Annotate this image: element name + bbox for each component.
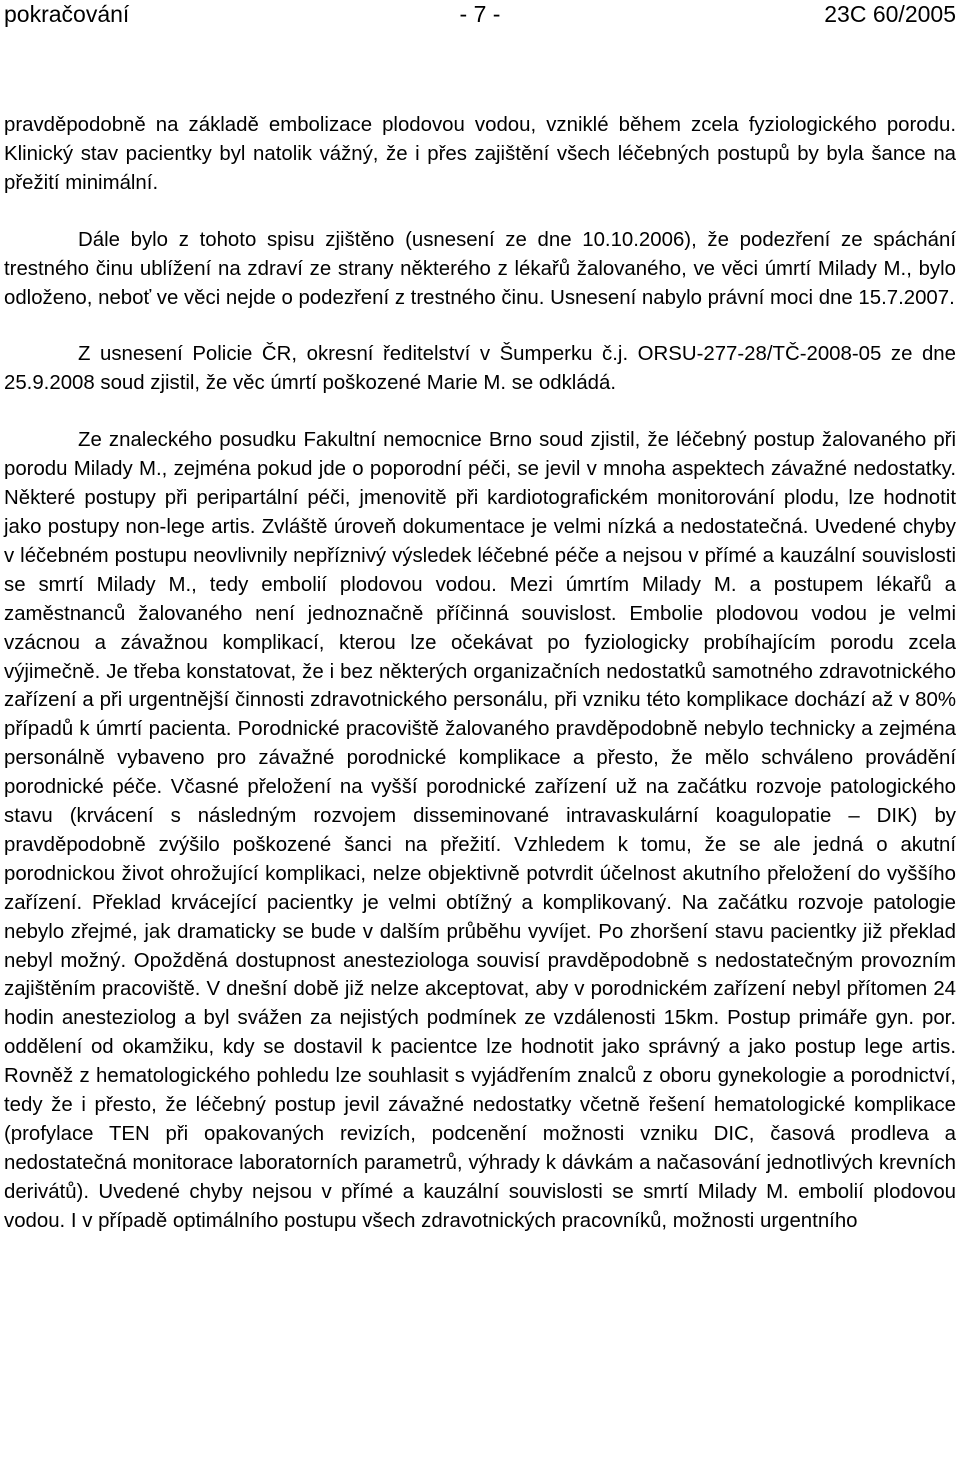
paragraph-expert-opinion: Ze znaleckého posudku Fakultní nemocnice Brno soud zjistil, že léčebný postup žalovaného při porodu Milady M., zejména pokud jde o poporodní péči, se jevil v mnoha aspektech závažné nedostatky. Některé postupy při peripartální péči, jmenovitě při kardiotografickém monitorování plodu, lze hodnotit jako postupy non-lege artis. Zvláště úroveň dokumentace je velmi nízká a nedostatečná. Uvedené chyby v léčebném postupu neovlivnily nepříznivý výsledek léčebné péče a nejsou v přímé a kauzální souvislosti se smrtí Milady M., tedy embolií plodovou vodou. Mezi úmrtím Milady M. a postupem lékařů a zaměstnanců žalovaného není jednoznačně příčinná souvislost. Embolie plodovou vodou je velmi vzácnou a závažnou komplikací, kterou lze očekávat po fyziologicky probíhajícím porodu zcela výjimečně. Je třeba konstatovat, že i bez některých organizačních nedostatků samotného zdravotnického zařízení a při urgentnější činnosti zdravotnického personálu, při vzniku této komplikace dochází až v 80% případů k úmrtí pacienta. Porodnické pracoviště žalovaného pravděpodobně nebylo technicky a zejména personálně vybaveno pro závažné porodnické komplikace a přesto, že mělo schváleno provádění porodnické péče. Včasné přeložení na vyšší porodnické zařízení už na začátku rozvoje patologického stavu (krvácení s následným rozvojem disseminované intravaskulární koagulopatie – DIK) by pravděpodobně zvýšilo poškozené šanci na přežití. Vzhledem k tomu, že se ale jedná o akutní porodnickou život ohrožující komplikaci, nelze objektivně potvrdit účelnost akutního přeložení do vyššího zařízení. Překlad krvácející pacientky je velmi obtížný a komplikovaný. Na začátku rozvoje patologie nebylo zřejmé, jak dramaticky se bude v dalším průběhu vyvíjet. Po zhoršení stavu pacientky již překlad nebyl možný. Opožděná dostupnost anesteziologa souvisí pravděpodobně s nedostatečným provozním zajištěním pracoviště. V dnešní době již nelze akceptovat, aby v porodnickém zařízení nebyl přítomen 24 hodin anesteziolog a byl svážen za nejistých podmínek ze vzdálenosti 15km. Postup primáře gyn. por. oddělení od okamžiku, kdy se dostavil k pacientce lze hodnotit jako správný a jako postup lege artis. Rovněž z hematologického pohledu lze souhlasit s vyjádřením znalců z oboru gynekologie a porodnictví, tedy že i přesto, že léčebný postup jevil závažné nedostatky včetně řešení hematologické komplikace (profylace TEN při opakovaných revizích, podcenění možnosti vzniku DIC, časová prodleva a nedostatečná monitorace laboratorních parametrů, výhrady k dávkám a načasování jednotlivých krevních derivátů). Uvedené chyby nejsou v přímé a kauzální souvislosti se smrtí Milady M. embolií plodovou vodou. I v případě optimálního postupu všech zdravotnických pracovníků, možnosti urgentního: [4, 429, 956, 1232]
header-continuation-label: pokračování: [4, 1, 130, 27]
paragraph-intro-continuation: pravděpodobně na základě embolizace plodovou vodou, vzniklé během zcela fyziologického porodu. Klinický stav pacientky byl natolik vážný, že i přes zajištění všech léčebných postupů by byla šance na přežití minimální.: [4, 114, 956, 194]
case-number: 23C 60/2005: [824, 1, 956, 27]
paragraph-resolution-2006: Dále bylo z tohoto spisu zjištěno (usnesení ze dne 10.10.2006), že podezření ze spáchání trestného činu ublížení na zdraví ze strany některého z lékařů žalovaného, ve věci úmrtí Milady M., bylo odloženo, neboť ve věci nejde o podezření z trestného činu. Usnesení nabylo právní moci dne 15.7.2007.: [4, 228, 956, 309]
paragraph-police-resolution: Z usnesení Policie ČR, okresní ředitelství v Šumperku č.j. ORSU-277-28/TČ-2008-05 ze dne 25.9.2008 soud zjistil, že věc úmrtí poškozené Marie M. se odkládá.: [4, 343, 956, 395]
page-number: - 7 -: [459, 1, 501, 27]
document-body: [4, 111, 956, 1236]
page-header: [4, 0, 956, 28]
